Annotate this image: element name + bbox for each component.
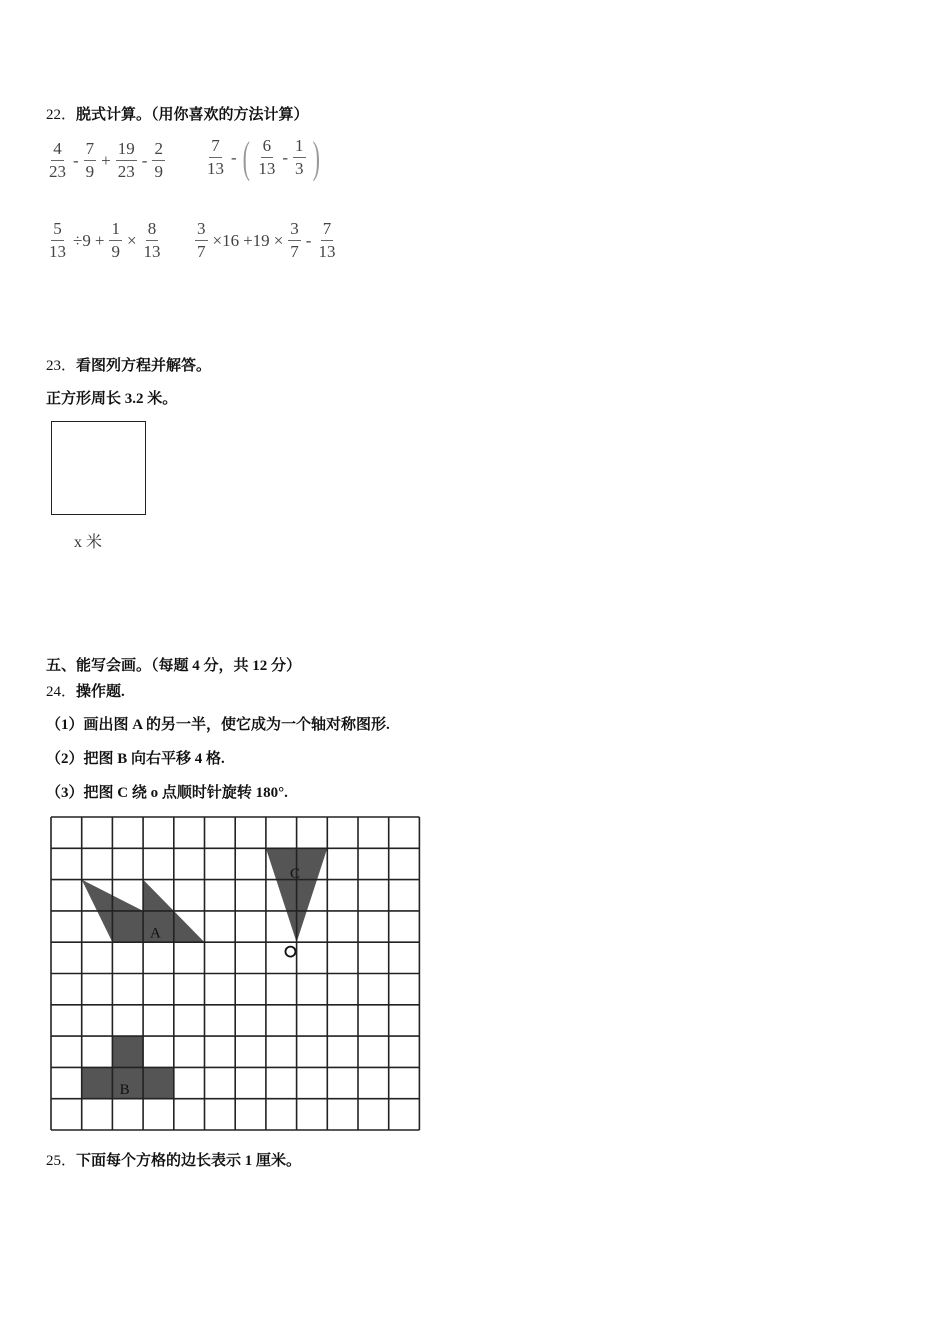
operator: - xyxy=(282,147,288,167)
fraction-part: 1 xyxy=(109,218,122,241)
fraction-part: 5 xyxy=(51,218,64,241)
fraction xyxy=(205,135,226,180)
q24-title xyxy=(46,680,125,701)
expression-1 xyxy=(44,138,168,183)
fraction-part: 13 xyxy=(318,242,336,261)
fraction-part: 23 xyxy=(117,162,135,181)
fraction-part: 8 xyxy=(146,218,159,241)
fraction-part: 6 xyxy=(261,135,274,158)
q-number: 24． xyxy=(46,684,77,700)
fraction-part: 3 xyxy=(288,218,301,241)
q23-title xyxy=(46,354,211,375)
fraction-part: 7 xyxy=(197,242,206,261)
fraction-part: 4 xyxy=(51,138,64,161)
q-text: 下面每个方格的边长表示 1 厘米。 xyxy=(76,1153,302,1169)
operator: - xyxy=(305,230,312,250)
q23-description: 正方形周长 3.2 米。 xyxy=(46,391,178,407)
fraction-part: 7 xyxy=(290,242,299,261)
fraction-part: 1 xyxy=(293,135,306,158)
expression-3 xyxy=(44,218,166,263)
fraction-part: 13 xyxy=(49,242,66,261)
operator: × xyxy=(273,230,284,250)
q-text: 操作题. xyxy=(76,684,125,700)
q22-title xyxy=(46,103,309,124)
fraction xyxy=(288,218,301,263)
q-text: 脱式计算。（用你喜欢的方法计算） xyxy=(76,107,309,123)
fraction-part: 3 xyxy=(195,218,208,241)
point-o xyxy=(285,947,295,957)
expression-2 xyxy=(202,132,323,182)
fraction-part: 23 xyxy=(49,162,66,181)
label-b: B xyxy=(119,1082,130,1099)
fraction xyxy=(293,135,306,180)
expression-4 xyxy=(192,218,340,263)
operator: +19 xyxy=(243,230,270,250)
square-grid xyxy=(48,814,428,1136)
section-heading: 五、能写会画。（每题 4 分，共 12 分） xyxy=(46,658,302,674)
fraction-part: 9 xyxy=(111,242,120,261)
square-side-label: x 米 xyxy=(74,534,103,551)
operator: - xyxy=(141,150,148,170)
operator: ÷9 xyxy=(73,230,91,250)
fraction-part: 3 xyxy=(295,159,304,178)
fraction xyxy=(195,218,208,263)
right-paren: ) xyxy=(312,132,320,182)
q-number: 22． xyxy=(46,107,77,123)
fraction-part: 9 xyxy=(85,162,95,181)
operator: - xyxy=(231,147,237,167)
q-number: 23． xyxy=(46,358,77,374)
fraction-part: 19 xyxy=(116,138,137,161)
fraction-part: 2 xyxy=(152,138,165,161)
q24-item-2: （2）把图 B 向右平移 4 格. xyxy=(46,751,225,767)
fraction-part: 7 xyxy=(209,135,222,158)
operator: × xyxy=(126,230,137,250)
fraction-part: 13 xyxy=(143,242,161,261)
q-number: 25． xyxy=(46,1153,77,1169)
q-text: 看图列方程并解答。 xyxy=(76,358,212,374)
label-c: C xyxy=(290,866,301,883)
label-a: A xyxy=(149,925,161,942)
fraction-part: 7 xyxy=(321,218,334,241)
operator: + xyxy=(94,230,105,250)
q25-title xyxy=(46,1149,301,1170)
fraction xyxy=(256,135,277,180)
square-figure xyxy=(51,421,146,515)
left-paren: ( xyxy=(242,132,250,182)
operator: + xyxy=(101,150,111,170)
fraction xyxy=(109,218,122,263)
fraction xyxy=(142,218,163,263)
fraction xyxy=(47,138,68,183)
operator: - xyxy=(73,150,79,170)
operator: ×16 xyxy=(212,230,240,250)
fraction-part: 13 xyxy=(258,159,276,178)
fraction-part: 7 xyxy=(84,138,97,161)
fraction xyxy=(316,218,337,263)
fraction xyxy=(47,218,68,263)
fraction xyxy=(116,138,137,183)
fraction-part: 13 xyxy=(207,159,224,178)
fraction xyxy=(84,138,97,183)
q24-item-1: （1）画出图 A 的另一半，使它成为一个轴对称图形. xyxy=(46,717,390,733)
fraction-part: 9 xyxy=(154,162,163,181)
fraction xyxy=(152,138,165,183)
q24-item-3: （3）把图 C 绕 o 点顺时针旋转 180°. xyxy=(46,785,288,801)
